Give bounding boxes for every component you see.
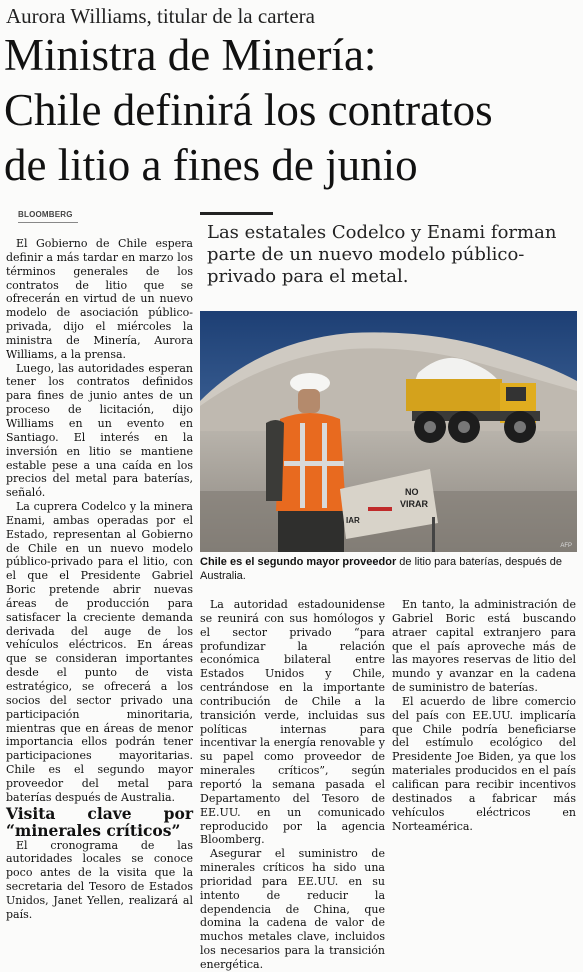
source-divider	[18, 222, 78, 223]
body-paragraph: La autoridad estadounidense se reunirá con sus homólogos y el sector privado “para profundizar la relación económica bilateral entre Estados Unidos y Chile, centrándose en la importante contribución de Chile a la transición verde, incluidas sus políticas internas para incentivar la energía renovable y su papel como proveedor de minerales críticos”, según reportó la semana pasada el Departamento del Tesoro de EE.UU. en un comunicado reproducido por la agencia Bloomberg.	[200, 598, 385, 847]
section-subhead: Visita clave por “minerales críticos”	[6, 803, 193, 840]
body-paragraph: Luego, las autoridades esperan tener los contratos definidos para fines de junio antes de un proceso de licitación, dijo Williams en un evento en Santiago. El interés en la inversión en litio se mantiene estable pese a una caída en los precios del metal para baterías, señaló.	[6, 361, 193, 500]
body-column-3	[392, 598, 576, 833]
sign-text-no: NO	[405, 487, 419, 497]
headline-line-3: de litio a fines de junio	[4, 140, 418, 190]
body-column-1	[6, 237, 193, 921]
deck-divider	[200, 212, 273, 215]
body-column-2	[200, 598, 385, 971]
body-paragraph: El Gobierno de Chile espera definir a más tardar en marzo los términos generales de los contratos de litio que se ofrecerán en virtud de un nuevo modelo de asociación público-privada, dijo el miércoles la ministra de Minería, Aurora Williams, a la prensa.	[6, 237, 193, 361]
caption-text: de litio para baterías, después de Australia.	[200, 556, 562, 582]
headline-line-2: Chile definirá los contratos	[4, 85, 493, 135]
sign-text-virar: VIRAR	[400, 499, 429, 509]
body-paragraph: En tanto, la administración de Gabriel Boric está buscando atraer capital extranjero para que el país aproveche más de las mayores reservas de litio del mundo y avanzar en la cadena de suministro de baterías.	[392, 598, 576, 695]
body-paragraph: El acuerdo de libre comercio del país con EE.UU. implicaría que Chile podría beneficiarse del estímulo ecológico del Presidente Joe Biden, ya que los materiales producidos en el país califican para recibir incentivos destinados a fabricar más vehículos eléctricos en Norteamérica.	[392, 694, 576, 833]
headline-line-1: Ministra de Minería:	[4, 30, 377, 80]
source-credit: BLOOMBERG	[18, 210, 73, 219]
sign-text-side: IAR	[346, 516, 360, 525]
photo-caption	[200, 555, 577, 583]
caption-bold: Chile es el segundo mayor proveedor	[200, 556, 397, 568]
body-paragraph: La cuprera Codelco y la minera Enami, ambas operadas por el Estado, representan al Gobierno de Chile en un nuevo modelo público-privado para el litio, con el que el Presidente Gabriel Boric pretende abrir nuevas áreas de producción para satisfacer la creciente demanda derivada del auge de los vehículos eléctricos. En áreas que se consideran importantes desde el punto de vista estratégico, se ofrecerá a los socios del sector privado una participación minoritaria, mientras que en áreas de menor importancia ellos podrán tener participaciones mayoritarias. Chile es el segundo mayor proveedor del metal para baterías después de Australia.	[6, 500, 193, 804]
body-paragraph: Asegurar el suministro de minerales críticos ha sido una prioridad para EE.UU. en su intento de reducir la dependencia de China, que domina la cadena de valor de muchos metales clave, incluidos los necesarios para la transición energética.	[200, 847, 385, 971]
body-paragraph: El cronograma de las autoridades locales se conoce poco antes de la visita que la secretaria del Tesoro de Estados Unidos, Janet Yellen, realizará al país.	[6, 838, 193, 921]
article-photo	[200, 311, 577, 552]
article-headline	[4, 28, 582, 193]
article-kicker: Aurora Williams, titular de la cartera	[6, 4, 315, 28]
article-deck: Las estatales Codelco y Enami forman parte de un nuevo modelo público-privado para el metal.	[207, 222, 557, 287]
photo-credit: AFP	[560, 543, 572, 549]
